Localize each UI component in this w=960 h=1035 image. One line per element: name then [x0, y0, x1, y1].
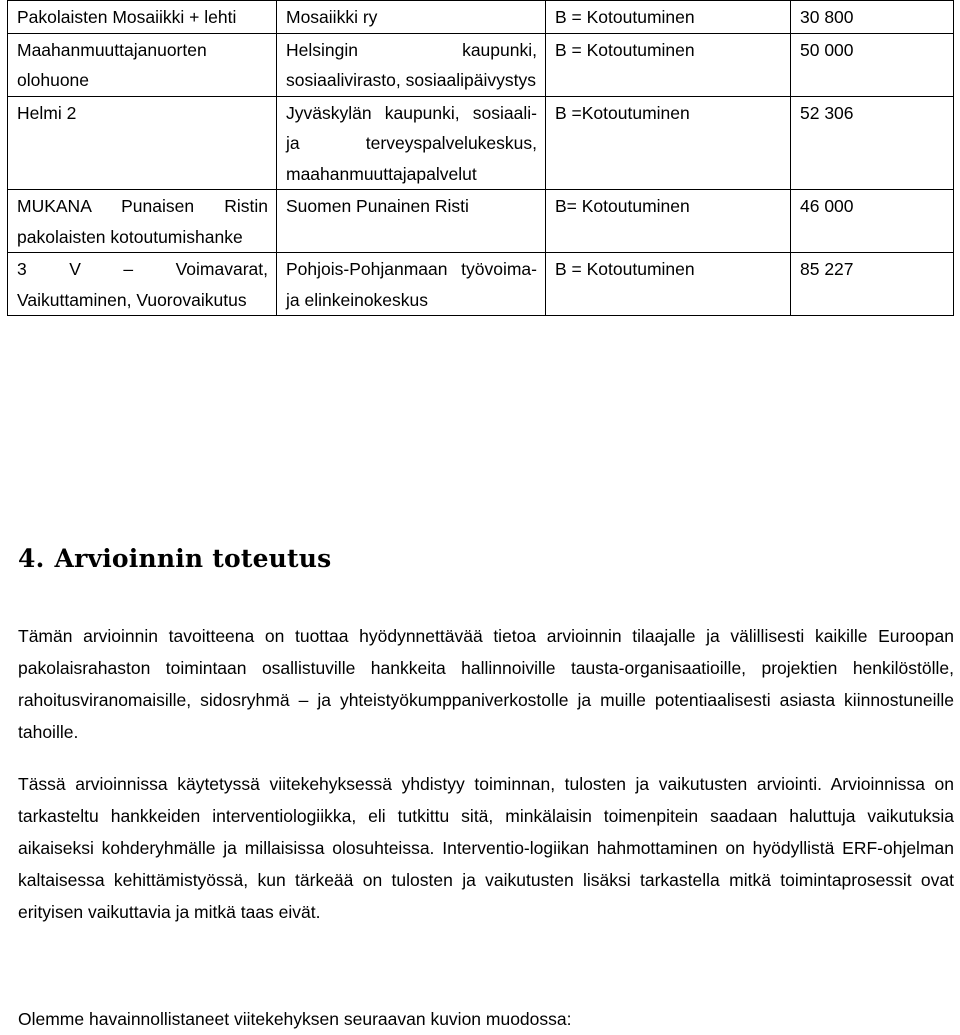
section-heading	[18, 544, 331, 573]
category-cell: B = Kotoutuminen	[546, 253, 791, 316]
category-cell: B =Kotoutuminen	[546, 96, 791, 190]
organization-cell: Pohjois-Pohjanmaan työvoima- ja elinkeinokeskus	[277, 253, 546, 316]
section-title: Arvioinnin toteutus	[54, 544, 332, 573]
table-row	[8, 96, 954, 190]
organization-cell: Helsingin kaupunki, sosiaalivirasto, sosiaalipäivystys	[277, 33, 546, 96]
category-cell: B = Kotoutuminen	[546, 33, 791, 96]
amount-cell: 85 227	[791, 253, 954, 316]
organization-cell: Mosaiikki ry	[277, 1, 546, 34]
table-row	[8, 33, 954, 96]
table-row	[8, 253, 954, 316]
project-name-cell: MUKANA Punaisen Ristin pakolaisten kotoutumishanke	[8, 190, 277, 253]
table-row	[8, 1, 954, 34]
amount-cell: 30 800	[791, 1, 954, 34]
category-cell: B= Kotoutuminen	[546, 190, 791, 253]
organization-cell: Jyväskylän kaupunki, sosiaali- ja terveyspalvelukeskus, maahanmuuttajapalvelut	[277, 96, 546, 190]
paragraph-figure-intro: Olemme havainnollistaneet viitekehyksen seuraavan kuvion muodossa:	[18, 1009, 572, 1029]
projects-table	[7, 0, 954, 316]
project-name-cell: Maahanmuuttajanuorten olohuone	[8, 33, 277, 96]
amount-cell: 52 306	[791, 96, 954, 190]
amount-cell: 46 000	[791, 190, 954, 253]
organization-cell: Suomen Punainen Risti	[277, 190, 546, 253]
category-cell: B = Kotoutuminen	[546, 1, 791, 34]
section-number: 4.	[18, 544, 45, 573]
paragraph-framework: Tässä arvioinnissa käytetyssä viitekehyksessä yhdistyy toiminnan, tulosten ja vaikutusten arviointi. Arvioinnissa on tarkasteltu hankkeiden interventiologiikka, eli tutkittu sitä, minkälaisin toimenpitein saadaan haluttuja vaikutuksia aikaiseksi kohderyhmälle ja millaisissa olosuhteissa. Interventio-logiikan hahmottaminen on hyödyllistä ERF-ohjelman kaltaisessa kehittämistyössä, kun tärkeää on tulosten ja vaikutusten lisäksi tarkastella mitkä toimintaprosessit ovat erityisen vaikuttavia ja mitkä taas eivät.	[18, 774, 954, 922]
project-name-cell: 3 V – Voimavarat, Vaikuttaminen, Vuorovaikutus	[8, 253, 277, 316]
table-row	[8, 190, 954, 253]
amount-cell: 50 000	[791, 33, 954, 96]
paragraph-evaluation-goal: Tämän arvioinnin tavoitteena on tuottaa hyödynnettävää tietoa arvioinnin tilaajalle ja välillisesti kaikille Euroopan pakolaisrahaston toimintaan osallistuville hankkeita hallinnoiville tausta-organisaatioille, projektien henkilöstölle, rahoitusviranomaisille, sidosryhmä – ja yhteistyökumppaniverkostolle ja muille potentiaalisesti asiasta kiinnostuneille tahoille.	[18, 626, 954, 742]
project-name-cell: Helmi 2	[8, 96, 277, 190]
project-name-cell: Pakolaisten Mosaiikki + lehti	[8, 1, 277, 34]
